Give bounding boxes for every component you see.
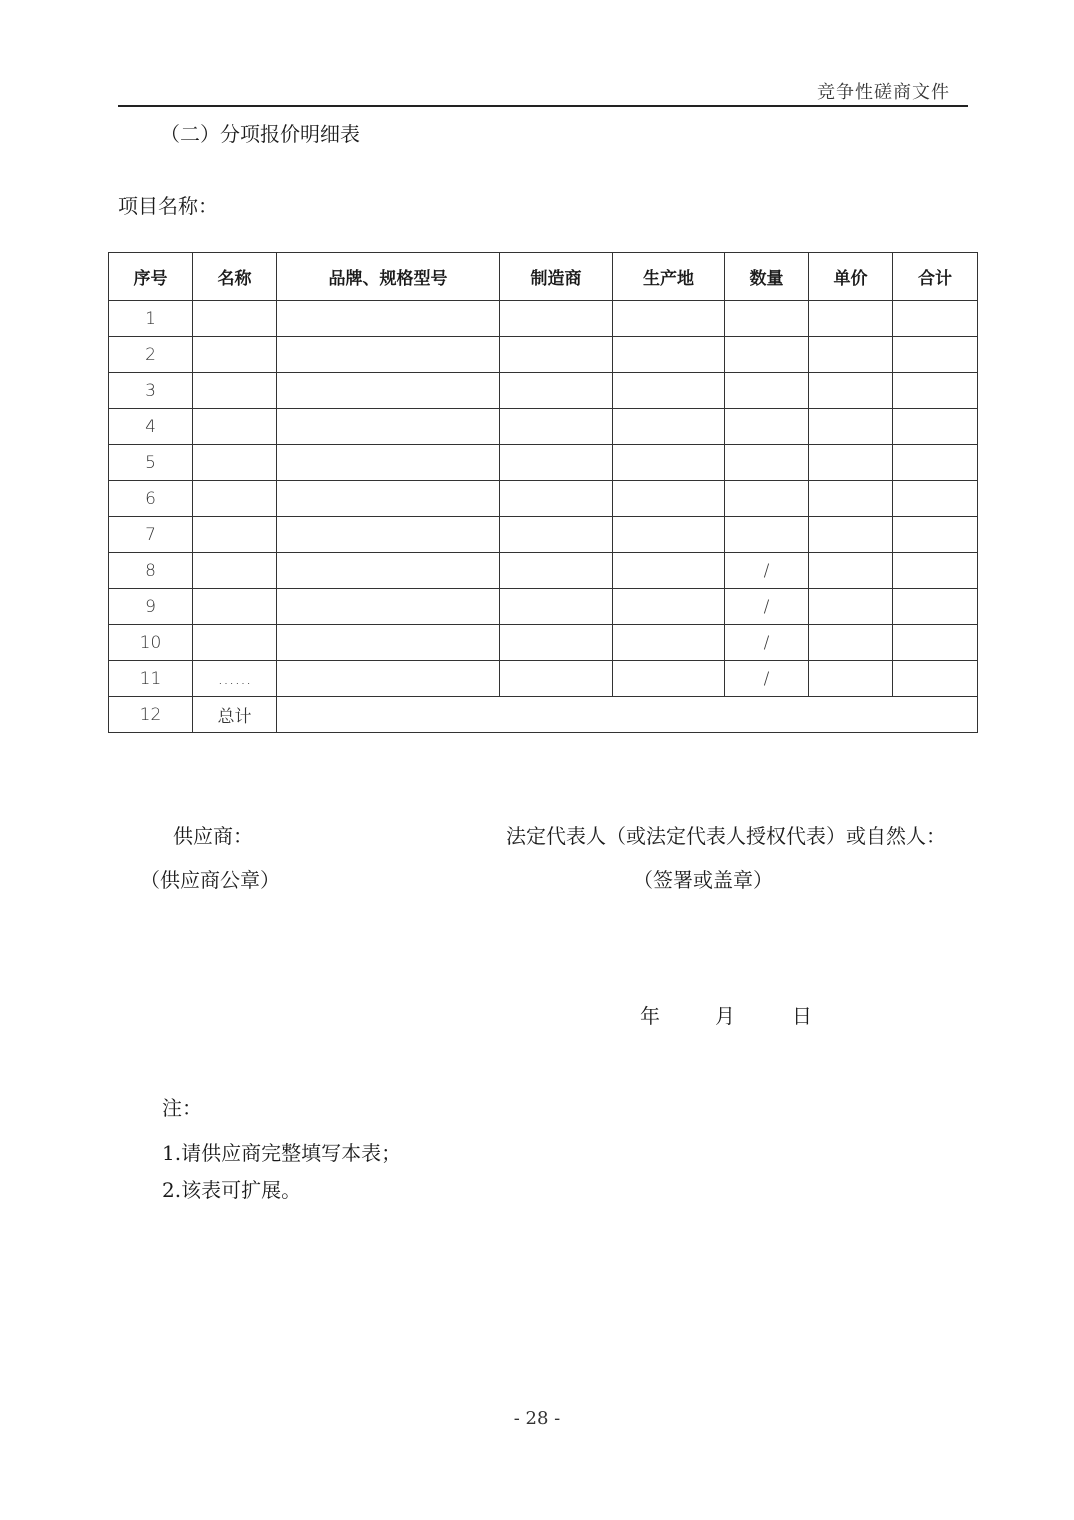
cell-brand-spec[interactable] <box>277 625 500 661</box>
cell-origin[interactable] <box>613 661 725 697</box>
cell-brand-spec[interactable] <box>277 553 500 589</box>
cell-unit-price[interactable] <box>809 661 893 697</box>
cell-brand-spec[interactable] <box>277 373 500 409</box>
col-header-origin: 生产地 <box>613 253 725 301</box>
cell-quantity[interactable] <box>725 373 809 409</box>
cell-unit-price[interactable] <box>809 589 893 625</box>
cell-origin[interactable] <box>613 445 725 481</box>
cell-unit-price[interactable] <box>809 553 893 589</box>
cell-unit-price[interactable] <box>809 337 893 373</box>
cell-origin[interactable] <box>613 301 725 337</box>
col-header-unit-price: 单价 <box>809 253 893 301</box>
cell-origin[interactable] <box>613 373 725 409</box>
cell-index: 3 <box>109 373 193 409</box>
note-item: 2.该表可扩展。 <box>162 1178 302 1202</box>
page-number: - 28 - <box>513 1408 561 1429</box>
cell-brand-spec[interactable] <box>277 445 500 481</box>
cell-manufacturer[interactable] <box>500 445 613 481</box>
table-row <box>109 337 978 373</box>
cell-name[interactable] <box>193 481 277 517</box>
quote-detail-table <box>108 252 978 733</box>
table-row <box>109 409 978 445</box>
cell-name[interactable] <box>193 373 277 409</box>
cell-origin[interactable] <box>613 589 725 625</box>
total-row-label: 总计 <box>193 697 277 733</box>
cell-quantity[interactable]: / <box>725 661 809 697</box>
table-row <box>109 517 978 553</box>
cell-index: 10 <box>109 625 193 661</box>
table-row <box>109 301 978 337</box>
cell-index: 4 <box>109 409 193 445</box>
cell-quantity[interactable] <box>725 445 809 481</box>
cell-brand-spec[interactable] <box>277 589 500 625</box>
cell-name[interactable] <box>193 589 277 625</box>
cell-name[interactable] <box>193 337 277 373</box>
cell-total[interactable] <box>893 373 978 409</box>
cell-quantity[interactable] <box>725 517 809 553</box>
cell-total[interactable] <box>893 301 978 337</box>
cell-quantity[interactable]: / <box>725 589 809 625</box>
cell-index: 7 <box>109 517 193 553</box>
cell-manufacturer[interactable] <box>500 553 613 589</box>
cell-unit-price[interactable] <box>809 625 893 661</box>
cell-total[interactable] <box>893 517 978 553</box>
table-row <box>109 481 978 517</box>
cell-index: 2 <box>109 337 193 373</box>
cell-origin[interactable] <box>613 481 725 517</box>
table-row <box>109 661 978 697</box>
cell-name[interactable]: …… <box>193 661 277 697</box>
cell-total[interactable] <box>893 625 978 661</box>
cell-total[interactable] <box>893 337 978 373</box>
cell-manufacturer[interactable] <box>500 373 613 409</box>
cell-quantity[interactable] <box>725 337 809 373</box>
note-item: 1.请供应商完整填写本表； <box>162 1141 402 1165</box>
cell-manufacturer[interactable] <box>500 481 613 517</box>
cell-brand-spec[interactable] <box>277 481 500 517</box>
table-row <box>109 589 978 625</box>
header-divider <box>118 105 968 107</box>
cell-brand-spec[interactable] <box>277 337 500 373</box>
col-header-quantity: 数量 <box>725 253 809 301</box>
cell-name[interactable] <box>193 445 277 481</box>
cell-origin[interactable] <box>613 337 725 373</box>
cell-brand-spec[interactable] <box>277 409 500 445</box>
cell-total[interactable] <box>893 553 978 589</box>
cell-unit-price[interactable] <box>809 481 893 517</box>
cell-quantity[interactable]: / <box>725 553 809 589</box>
cell-index: 8 <box>109 553 193 589</box>
cell-name[interactable] <box>193 301 277 337</box>
col-header-brand-spec: 品牌、规格型号 <box>277 253 500 301</box>
legal-representative-sign-label: （签署或盖章） <box>633 868 773 892</box>
project-name-label: 项目名称： <box>118 194 218 218</box>
cell-manufacturer[interactable] <box>500 589 613 625</box>
supplier-label: 供应商： <box>173 824 253 848</box>
notes-title: 注： <box>162 1096 202 1120</box>
table-row <box>109 553 978 589</box>
cell-quantity[interactable] <box>725 301 809 337</box>
cell-name[interactable] <box>193 517 277 553</box>
cell-total[interactable] <box>893 481 978 517</box>
cell-unit-price[interactable] <box>809 301 893 337</box>
cell-index: 5 <box>109 445 193 481</box>
cell-origin[interactable] <box>613 517 725 553</box>
cell-index: 6 <box>109 481 193 517</box>
cell-total[interactable] <box>893 661 978 697</box>
cell-origin[interactable] <box>613 409 725 445</box>
total-row-value[interactable] <box>277 697 978 733</box>
cell-manufacturer[interactable] <box>500 661 613 697</box>
cell-unit-price[interactable] <box>809 373 893 409</box>
cell-total[interactable] <box>893 409 978 445</box>
cell-unit-price[interactable] <box>809 445 893 481</box>
cell-index: 11 <box>109 661 193 697</box>
cell-total[interactable] <box>893 445 978 481</box>
date-year-label: 年 <box>640 1004 660 1028</box>
table-row <box>109 445 978 481</box>
cell-quantity[interactable]: / <box>725 625 809 661</box>
date-day-label: 日 <box>792 1004 812 1028</box>
cell-quantity[interactable] <box>725 481 809 517</box>
cell-quantity[interactable] <box>725 409 809 445</box>
table-header-row <box>109 253 978 301</box>
table-row <box>109 625 978 661</box>
cell-origin[interactable] <box>613 625 725 661</box>
cell-index: 9 <box>109 589 193 625</box>
cell-brand-spec[interactable] <box>277 517 500 553</box>
cell-unit-price[interactable] <box>809 409 893 445</box>
total-row-index: 12 <box>109 697 193 733</box>
cell-name[interactable] <box>193 625 277 661</box>
cell-manufacturer[interactable] <box>500 337 613 373</box>
legal-representative-label: 法定代表人（或法定代表人授权代表）或自然人： <box>506 824 946 848</box>
cell-manufacturer[interactable] <box>500 301 613 337</box>
section-title: （二）分项报价明细表 <box>160 122 360 146</box>
cell-name[interactable] <box>193 553 277 589</box>
col-header-total: 合计 <box>893 253 978 301</box>
cell-unit-price[interactable] <box>809 517 893 553</box>
col-header-index: 序号 <box>109 253 193 301</box>
cell-brand-spec[interactable] <box>277 661 500 697</box>
col-header-name: 名称 <box>193 253 277 301</box>
cell-manufacturer[interactable] <box>500 625 613 661</box>
cell-name[interactable] <box>193 409 277 445</box>
col-header-manufacturer: 制造商 <box>500 253 613 301</box>
cell-origin[interactable] <box>613 553 725 589</box>
cell-total[interactable] <box>893 589 978 625</box>
table-row-total <box>109 697 978 733</box>
cell-manufacturer[interactable] <box>500 409 613 445</box>
table-row <box>109 373 978 409</box>
cell-index: 1 <box>109 301 193 337</box>
cell-brand-spec[interactable] <box>277 301 500 337</box>
header-title: 竞争性磋商文件 <box>817 82 950 103</box>
supplier-seal-label: （供应商公章） <box>140 868 280 892</box>
date-month-label: 月 <box>715 1004 735 1028</box>
cell-manufacturer[interactable] <box>500 517 613 553</box>
